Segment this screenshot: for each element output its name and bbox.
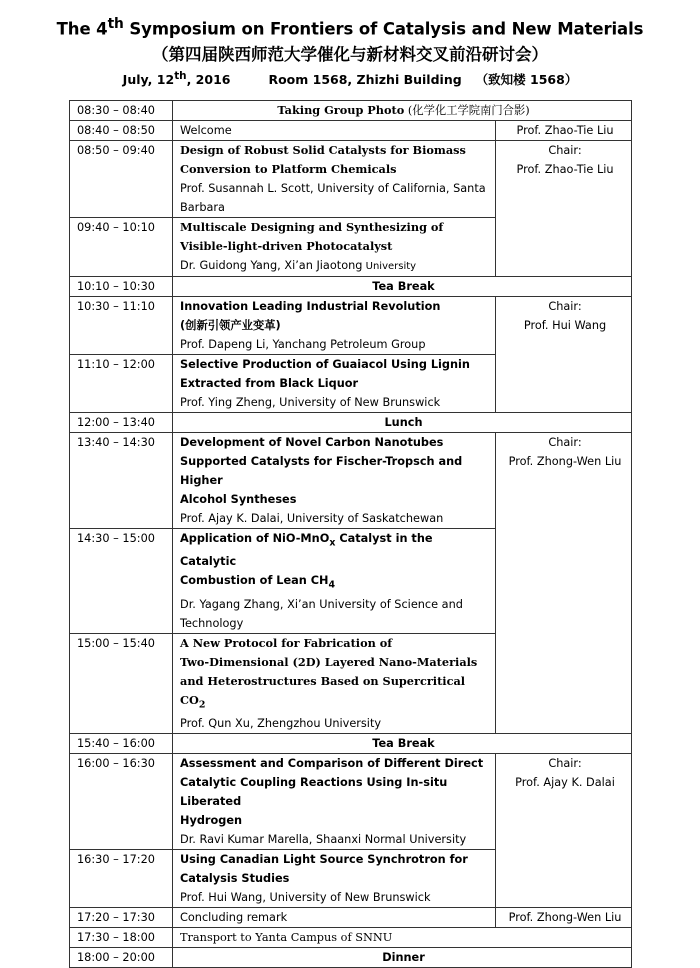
talk-title: Selective Production of Guaiacol Using Lignin xyxy=(180,358,470,371)
time-cell: 15:40 – 16:00 xyxy=(70,733,173,753)
talk-title: Alcohol Syntheses xyxy=(180,493,297,506)
session-title: Concluding remark xyxy=(173,907,496,927)
chair-cell xyxy=(496,433,632,734)
talk-speaker: Prof. Dapeng Li, Yanchang Petroleum Group xyxy=(180,338,426,351)
talk-title: Multiscale Designing and Synthesizing of xyxy=(180,220,444,234)
table-row xyxy=(70,433,632,529)
table-row xyxy=(70,753,632,849)
time-cell: 09:40 – 10:10 xyxy=(70,218,173,277)
talk-title: A New Protocol for Fabrication of xyxy=(180,635,393,650)
time-cell: 08:50 – 09:40 xyxy=(70,141,173,218)
talk-title: Extracted from Black Liquor xyxy=(180,377,359,390)
talk-speaker: Prof. Qun Xu, Zhengzhou University xyxy=(180,716,382,730)
time-cell: 18:00 – 20:00 xyxy=(70,947,173,967)
break-label: Tea Break xyxy=(173,733,632,753)
table-row xyxy=(70,947,632,967)
talk-cell xyxy=(173,218,496,277)
time-cell: 17:20 – 17:30 xyxy=(70,907,173,927)
time-cell: 10:10 – 10:30 xyxy=(70,277,173,297)
time-cell: 16:30 – 17:20 xyxy=(70,849,173,907)
symposium-title: The 4th Symposium on Frontiers of Catalysis and New Materials xyxy=(56,16,644,39)
table-row xyxy=(70,297,632,355)
session-title: Welcome xyxy=(173,121,496,141)
talk-cell xyxy=(173,633,496,733)
time-cell: 14:30 – 15:00 xyxy=(70,529,173,634)
chair-label: Chair: xyxy=(548,300,582,313)
time-cell: 17:30 – 18:00 xyxy=(70,927,173,947)
talk-title: and Heterostructures Based on Supercritical $CO_2$ xyxy=(180,673,466,710)
break-label: Tea Break xyxy=(173,277,632,297)
break-label: Dinner xyxy=(173,947,632,967)
time-cell: 16:00 – 16:30 xyxy=(70,753,173,849)
talk-speaker: Dr. Guidong Yang, Xi’an Jiaotong University xyxy=(180,259,417,272)
time-cell: 08:40 – 08:50 xyxy=(70,121,173,141)
break-label: Lunch xyxy=(173,413,632,433)
chair-label: Chair: xyxy=(548,756,582,770)
chair-label: Chair: xyxy=(548,436,582,449)
talk-title: Application of NiO-MnO$_x$ Catalyst in the Catalytic xyxy=(180,532,433,569)
talk-speaker: Dr. Ravi Kumar Marella, Shaanxi Normal University xyxy=(180,832,467,846)
talk-speaker: Dr. Yagang Zhang, Xi’an University of Science and Technology xyxy=(180,597,463,630)
chair-label: Chair: xyxy=(548,144,582,157)
table-row xyxy=(70,277,632,297)
talk-title: Hydrogen xyxy=(180,813,243,827)
chair-cell xyxy=(496,141,632,277)
table-row xyxy=(70,413,632,433)
event-room-cn: （致知楼 1568） xyxy=(475,72,578,88)
talk-title: Combustion of Lean $CH_4$ xyxy=(180,574,336,591)
chair-name: Prof. Zhao-Tie Liu xyxy=(516,163,614,176)
talk-speaker: Prof. Hui Wang, University of New Brunswick xyxy=(180,890,431,904)
session-title: Transport to Yanta Campus of SNNU xyxy=(173,927,632,947)
talk-title: Design of Robust Solid Catalysts for Biomass xyxy=(180,143,466,157)
table-row xyxy=(70,733,632,753)
talk-title: Two-Dimensional (2D) Layered Nano-Materials xyxy=(180,654,478,669)
talk-cell xyxy=(173,433,496,529)
talk-cell xyxy=(173,849,496,907)
talk-title: Visible-light-driven Photocatalyst xyxy=(180,239,393,253)
chair-name: Prof. Ajay K. Dalai xyxy=(515,775,615,789)
talk-title: Development of Novel Carbon Nanotubes xyxy=(180,436,444,449)
talk-cell xyxy=(173,753,496,849)
table-row xyxy=(70,101,632,121)
chair-cell xyxy=(496,297,632,413)
time-cell: 15:00 – 15:40 xyxy=(70,633,173,733)
talk-title: (创新引领产业变革) xyxy=(180,319,281,332)
talk-title: Innovation Leading Industrial Revolution xyxy=(180,300,441,313)
talk-cell xyxy=(173,355,496,413)
time-cell: 08:30 – 08:40 xyxy=(70,101,173,121)
talk-speaker: Prof. Ajay K. Dalai, University of Saskatchewan xyxy=(180,512,444,525)
talk-title: Using Canadian Light Source Synchrotron for xyxy=(180,852,468,866)
schedule-table xyxy=(69,100,632,968)
talk-cell xyxy=(173,529,496,634)
talk-title: Supported Catalysts for Fischer-Tropsch and Higher xyxy=(180,455,463,487)
table-row xyxy=(70,907,632,927)
table-row xyxy=(70,141,632,218)
talk-cell xyxy=(173,297,496,355)
symposium-subtitle-cn: （第四届陕西师范大学催化与新材料交叉前沿研讨会） xyxy=(152,45,548,64)
talk-title: Catalysis Studies xyxy=(180,871,290,885)
talk-speaker: Prof. Susannah L. Scott, University of California, Santa Barbara xyxy=(180,182,486,214)
time-cell: 10:30 – 11:10 xyxy=(70,297,173,355)
talk-title: Assessment and Comparison of Different Direct xyxy=(180,756,484,770)
event-date: July, 12th, 2016 xyxy=(122,70,231,88)
date-location-line xyxy=(0,70,700,88)
time-cell: 13:40 – 14:30 xyxy=(70,433,173,529)
chair-name: Prof. Hui Wang xyxy=(523,319,607,332)
talk-title: Catalytic Coupling Reactions Using In-situ Liberated xyxy=(180,775,448,808)
session-title: Taking Group Photo (化学化工学院南门合影) xyxy=(173,101,632,121)
table-row xyxy=(70,121,632,141)
time-cell: 12:00 – 13:40 xyxy=(70,413,173,433)
talk-cell xyxy=(173,141,496,218)
host-cell: Prof. Zhao-Tie Liu xyxy=(496,121,632,141)
talk-title: Conversion to Platform Chemicals xyxy=(180,162,397,176)
table-row xyxy=(70,927,632,947)
chair-name: Prof. Zhong-Wen Liu xyxy=(508,455,622,468)
event-room: Room 1568, Zhizhi Building xyxy=(268,72,462,88)
chair-cell xyxy=(496,753,632,907)
talk-speaker: Prof. Ying Zheng, University of New Brunswick xyxy=(180,396,441,409)
host-cell: Prof. Zhong-Wen Liu xyxy=(496,907,632,927)
time-cell: 11:10 – 12:00 xyxy=(70,355,173,413)
